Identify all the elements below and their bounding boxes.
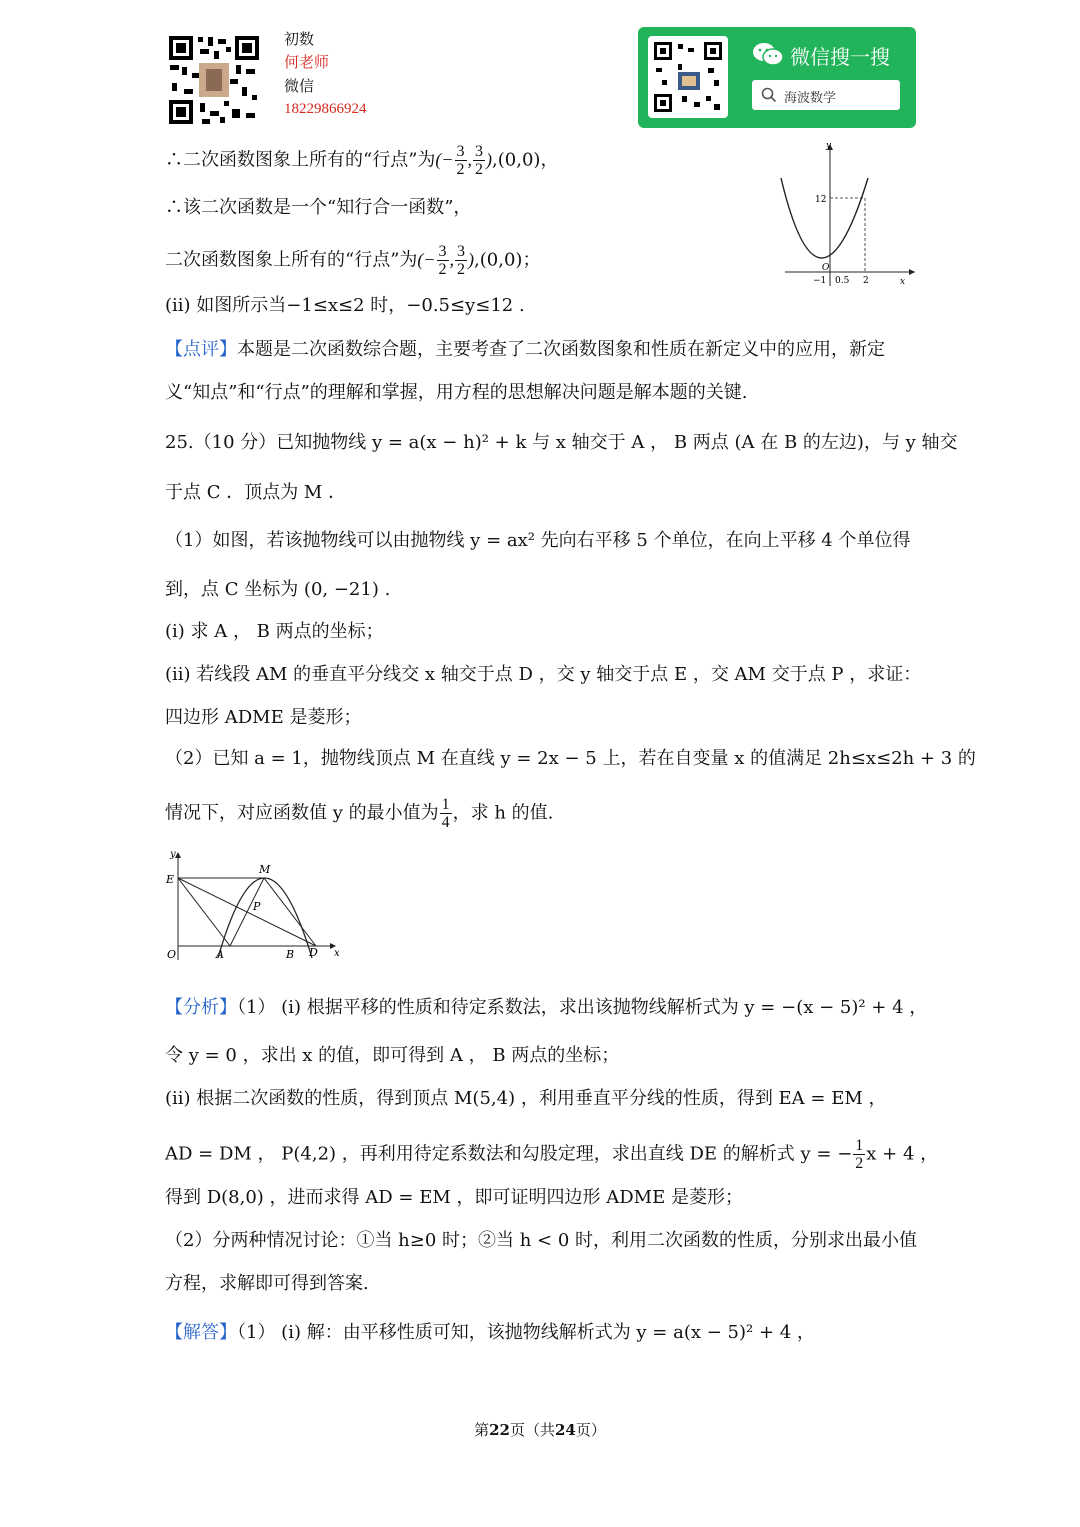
analysis-line-2: 令 y = 0 ，求出 x 的值，即可得到 A ， B 两点的坐标；	[165, 1045, 620, 1066]
g2-label-o: O	[167, 948, 177, 961]
g2-x-label: x	[334, 948, 340, 959]
wechat-search-card[interactable]	[638, 27, 916, 128]
g2-label-p: P	[253, 900, 261, 913]
review-line-1: 【点评】本题是二次函数综合题，主要考查了二次函数图象和性质在新定义中的应用，新定	[165, 339, 885, 360]
g1-origin: O	[822, 263, 830, 273]
analysis-line-4: AD = DM ， P(4,2) ，再利用待定系数法和勾股定理，求出直线 DE 的解析式 y = − $\frac{1}{2}$ x + 4 ，	[165, 1137, 939, 1172]
text-line-3: 二次函数图象上所有的“行点”为(− $\frac{3}{2}$ , $\frac{3}{2}$ ),(0,0)；	[165, 243, 541, 278]
card-title: 微信搜一搜	[790, 45, 890, 69]
g2-label-e: E	[166, 873, 175, 886]
solution-tag: 【解答】	[165, 1322, 237, 1343]
q25-line-5: (i) 求 A ， B 两点的坐标；	[165, 621, 384, 642]
g1-tick-m1: −1	[813, 276, 827, 286]
q25-line-7: 四边形 ADME 是菱形；	[165, 707, 362, 728]
g1-y-label: y	[826, 141, 832, 151]
header-label-phone: 18229866924	[284, 101, 367, 117]
g1-tick-05: 0.5	[835, 276, 850, 286]
q25-line-9: 情况下，对应函数值 y 的最小值为 $\frac{1}{4}$ ，求 h 的值.	[165, 796, 554, 831]
q25-line-2: 于点 C ．顶点为 M ．	[165, 482, 347, 503]
parabola-graph-1	[775, 138, 920, 288]
text-line-2: ∴该二次函数是一个“知行合一函数”，	[165, 197, 472, 218]
q25-line-4: 到，点 C 坐标为 (0, −21) .	[165, 579, 391, 600]
q25-line-8: （2）已知 a = 1，抛物线顶点 M 在直线 y = 2x − 5 上，若在自变量 x 的值满足 2h≤x≤2h + 3 的	[165, 748, 976, 769]
g1-x-label: x	[900, 277, 906, 287]
fraction: $\frac{1}{2}$	[855, 1137, 864, 1172]
g2-label-b: B	[286, 948, 295, 961]
fraction: $\frac{3}{2}$	[438, 243, 447, 278]
review-tag: 【点评】	[165, 339, 237, 360]
fraction: $\frac{3}{2}$	[475, 143, 484, 178]
card-search-box[interactable]	[752, 80, 900, 110]
total-pages: 24	[555, 1421, 576, 1439]
analysis-line-6: （2）分两种情况讨论：①当 h≥0 时；②当 h < 0 时，利用二次函数的性质，分别求出最小值	[165, 1230, 918, 1251]
analysis-line-3: (ii) 根据二次函数的性质，得到顶点 M(5,4) ，利用垂直平分线的性质，得到 EA = EM ，	[165, 1088, 887, 1109]
g2-label-m: M	[259, 863, 271, 876]
analysis-line-1: 【分析】（1） (i) 根据平移的性质和待定系数法，求出该抛物线解析式为 y = −(x − 5)² + 4 ，	[165, 997, 928, 1018]
text-line-1: ∴二次函数图象上所有的“行点”为(− $\frac{3}{2}$ , $\frac{3}{2}$ ),(0,0)，	[165, 143, 559, 178]
fraction: $\frac{1}{4}$	[441, 796, 450, 831]
solution-line-1: 【解答】（1） (i) 解：由平移性质可知，该抛物线解析式为 y = a(x − 5)² + 4 ，	[165, 1322, 815, 1343]
g2-label-a: A	[216, 948, 224, 961]
q25-line-3: （1）如图，若该抛物线可以由抛物线 y = ax² 先向右平移 5 个单位，在向上平移 4 个单位得	[165, 530, 911, 551]
analysis-line-7: 方程，求解即可得到答案.	[165, 1273, 369, 1294]
g1-tick-2: 2	[863, 276, 869, 286]
text-line-4: (ii) 如图所示当−1≤x≤2 时，−0.5≤y≤12 .	[165, 295, 525, 316]
analysis-tag: 【分析】	[165, 997, 237, 1018]
header-label-wechat: 微信	[284, 77, 315, 95]
fraction: $\frac{3}{2}$	[457, 243, 466, 278]
search-icon	[761, 87, 777, 103]
analysis-line-5: 得到 D(8,0) ，进而求得 AD = EM ，即可证明四边形 ADME 是菱形；	[165, 1187, 743, 1208]
g2-label-d: D	[309, 946, 318, 959]
q25-line-1: 25.（10 分）已知抛物线 y = a(x − h)² + k 与 x 轴交于 A ， B 两点 (A 在 B 的左边)，与 y 轴交	[165, 432, 958, 453]
card-search-text: 海波数学	[784, 91, 837, 106]
wechat-icon	[752, 41, 784, 67]
header-label-subject: 初数	[284, 30, 315, 48]
review-line-2: 义“知点”和“行点”的理解和掌握，用方程的思想解决问题是解本题的关键.	[165, 382, 748, 403]
g1-tick-12: 12	[815, 195, 827, 205]
header-label-teacher: 何老师	[284, 53, 330, 71]
page-footer: 第22页（共24页）	[474, 1421, 606, 1439]
page-number: 22	[489, 1421, 510, 1439]
card-qr-code-icon	[648, 36, 728, 118]
left-qr-code-icon	[166, 33, 262, 127]
q25-line-6: (ii) 若线段 AM 的垂直平分线交 x 轴交于点 D ，交 y 轴交于点 E ，交 AM 交于点 P ，求证：	[165, 664, 922, 685]
rhombus-graph-2	[160, 848, 350, 963]
g2-y-label: y	[170, 849, 176, 860]
fraction: $\frac{3}{2}$	[456, 143, 465, 178]
